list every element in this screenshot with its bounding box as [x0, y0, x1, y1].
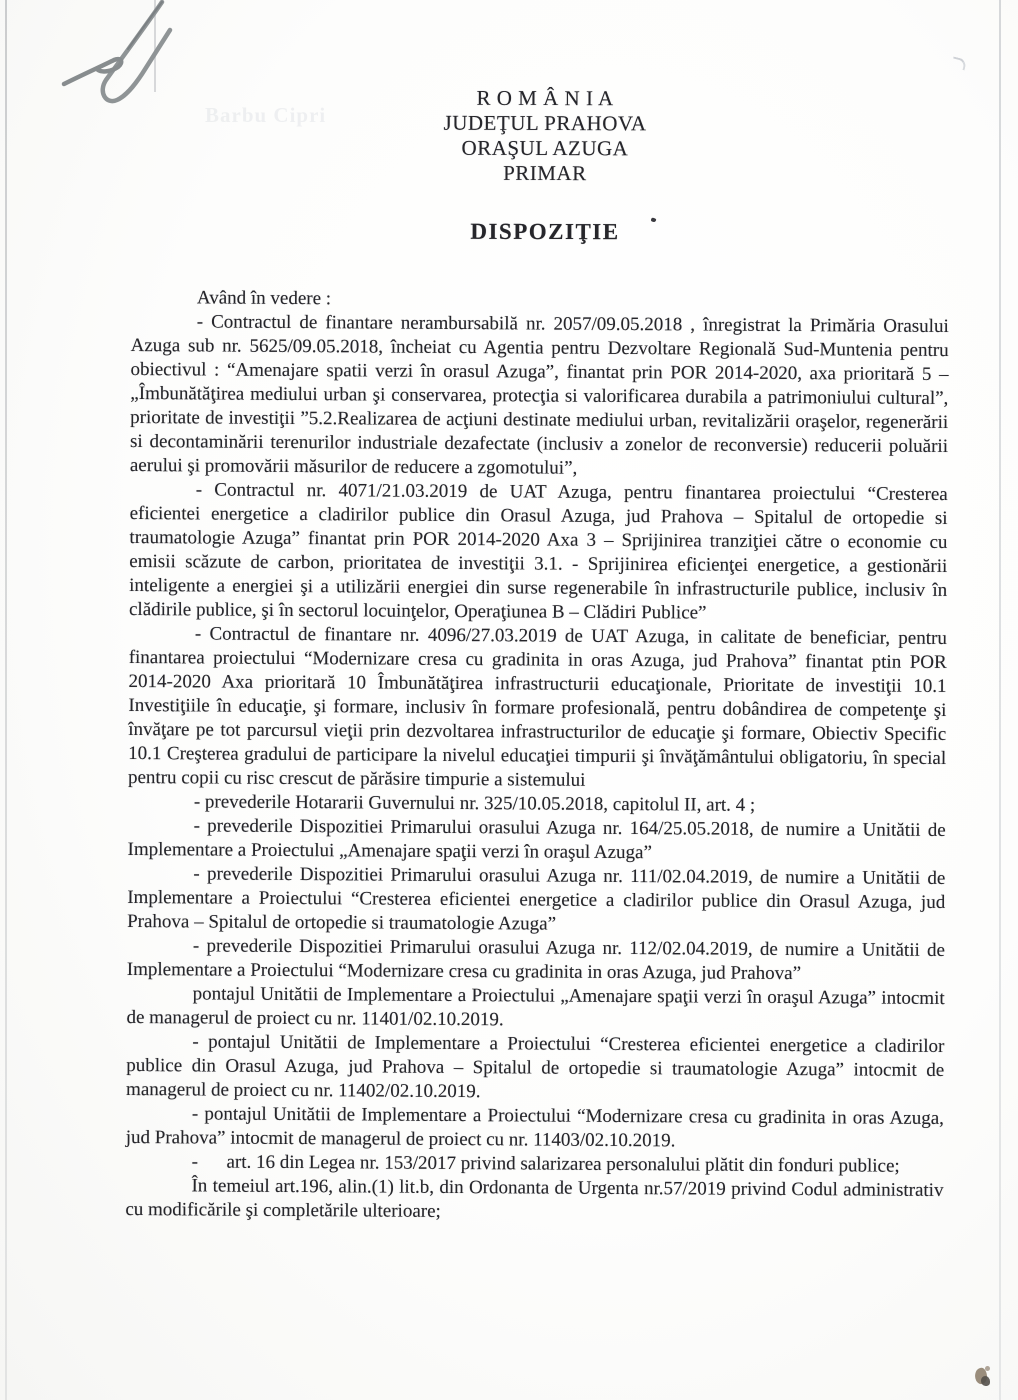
document-body — [125, 286, 949, 1227]
document-title: DISPOZIŢIE — [470, 218, 620, 245]
paragraph-dispozitie-164: - prevederile Dispozitiei Primarului orasului Azuga nr. 164/25.05.2018, de numire a Unitătii de Implementare a Proiectului „Amenajare spaţii verzi în oraşul Azuga” — [127, 815, 946, 864]
letterhead-country: R O M Â N I A — [476, 85, 614, 111]
paragraph-pontaj-11402: - pontajul Unitătii de Implementare a Proiectului “Cresterea eficientei energetice a cladirilor publice din Orasul Azuga, jud Prahova – Spitalul de ortopedie si traumatologie Azuga” intocmit de managerul de proiect cu nr. 11402/02.10.2019. — [126, 1031, 945, 1103]
letterhead-county: JUDEŢUL PRAHOVA — [443, 110, 647, 136]
paragraph-legea-153: - art. 16 din Legea nr. 153/2017 privind salarizarea personalului plătit din fonduri publice; — [191, 1151, 900, 1177]
letterhead-city: ORAŞUL AZUGA — [461, 135, 629, 161]
paragraph-hg-325: - prevederile Hotararii Guvernului nr. 325/10.05.2018, capitolul II, art. 4 ; — [193, 791, 756, 816]
paragraph-dispozitie-111: - prevederile Dispozitiei Primarului orasului Azuga nr. 111/02.04.2019, de numire a Unitătii de Implementare a Proiectului “Cresterea eficientei energetice a cladirilor publice din Orasul Azuga, jud Prahova – Spitalul de ortopedie si traumatologie Azuga” — [127, 863, 946, 935]
paragraph-temei-oug-57: În temeiul art.196, alin.(1) lit.b, din Ordonanta de Urgenta nr.57/2019 privind Codul administrativ cu modificările şi completările ulterioare; — [125, 1175, 944, 1222]
ghost-bleedthrough-text: Barbu Cipri — [205, 103, 327, 127]
letterhead-office: PRIMAR — [503, 160, 587, 186]
intro-line: Având în vedere : — [196, 287, 332, 310]
paragraph-pontaj-11401: pontajul Unitătii de Implementare a Proiectului „Amenajare spaţii verzi în oraşul Azuga” intocmit de managerul de proiect cu nr. 11401/02.10.2019. — [126, 983, 945, 1031]
paperclip-icon — [50, 0, 230, 125]
paragraph-pontaj-11403: - pontajul Unitătii de Implementare a Proiectului “Modernizare cresa cu gradinita in oras Azuga, jud Prahova” intocmit de managerul de proiect cu nr. 11403/02.10.2019. — [125, 1103, 944, 1152]
paragraph-contract-4071: - Contractul nr. 4071/21.03.2019 de UAT Azuga, pentru finantarea proiectului “Cresterea eficientei energetice a cladirilor publice din Orasul Azuga, jud Prahova – Spitalul de ortopedie si traumatologie Azuga” finantat prin POR 2014-2020 Axa 3 – Sprijinirea tranziţiei către o economie cu emisii scăzute de carbon, prioritatea de investiţii 3.1. - Sprijinirea eficienţei energetice, a gestionării inteligente a energiei şi a utilizării energiei din surse regenerabile în infrastructurile publice, inclusiv în clădirile publice, şi în sectorul locuinţelor, Operaţiunea B – Clădiri Publice” — [128, 479, 948, 624]
letterhead — [330, 85, 760, 187]
scan-edge-right — [999, 0, 1001, 1400]
paragraph-contract-2057: - Contractul de finantare nerambursabilă nr. 2057/09.05.2018 , înregistrat la Primăria Orasului Azuga sub nr. 5625/09.05.2018, încheiat cu Agentia pentru Dezvoltare Regională Sud-Muntenia pentru obiectivul : “Amenajare spatii verzi în orasul Azuga”, finantat prin POR 2014-2020, axa prioritară 5 – „Îmbunătăţirea mediului urban şi conservarea, protecţia si valorificarea durabila a patrimoniului cultural”, prioritate de investiţii ”5.2.Realizarea de acţiuni destinate mediului urban, revitalizării oraşelor, regenerării si decontaminării terenurilor industriale dezafectate (inclusiv a zonelor de reconversie) reducerii poluării aerului şi promovării măsurilor de reducere a zgomotului”, — [129, 311, 949, 479]
scan-speck — [951, 56, 967, 70]
ink-smudge — [972, 1364, 996, 1394]
paragraph-contract-4096: - Contractul de finantare nr. 4096/27.03.2019 de UAT Azuga, in calitate de beneficiar, pentru finantarea proiectului “Modernizare cresa cu gradinita in oras Azuga, jud Prahova” finantat ptin POR 2014-2020 Axa prioritară 10 Îmbunătăţirea infrastructurii educaţionale, Prioritate de investiţii 10.1 Investiţiile în educaţie, şi formare, inclusiv în formare profesională, pentru dobândirea de competenţe şi învăţare pe tot parcursul vieţii prin dezvoltarea infrastructurilor de educaţie şi formare, Obiectiv Specific 10.1 Creşterea gradului de participare la nivelul educaţiei timpurii şi învăţământului obligatoriu, în special pentru copii cu risc crescut de părăsire timpurie a sistemului — [127, 623, 947, 791]
scan-edge-left — [5, 0, 7, 1400]
paragraph-dispozitie-112: - prevederile Dispozitiei Primarului orasului Azuga nr. 112/02.04.2019, de numire a Unitătii de Implementare a Proiectului “Modernizare cresa cu gradinita in oras Azuga, jud Prahova” — [126, 935, 946, 985]
